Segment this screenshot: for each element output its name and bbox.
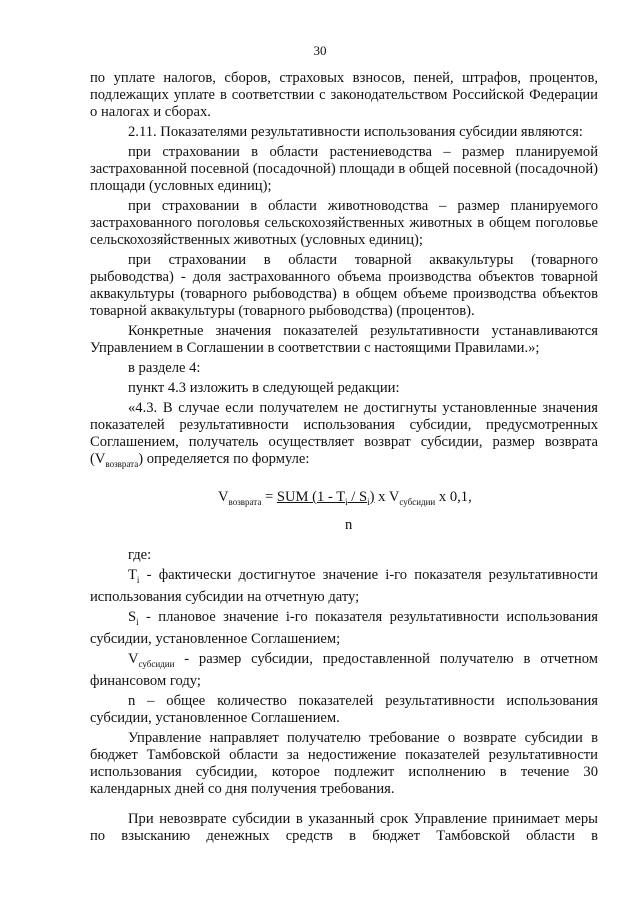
- paragraph-clause-4-3-intro: пункт 4.3 изложить в следующей редакции:: [128, 380, 400, 396]
- paragraph-where: где:: [128, 546, 152, 563]
- paragraph-2-11: 2.11. Показателями результативности использования субсидии являются:: [128, 124, 583, 140]
- paragraph-section-4: в разделе 4:: [128, 360, 201, 376]
- paragraph-taxes: по уплате налогов, сборов, страховых взносов, пеней, штрафов, процентов, подлежащих уплате в соответствии с законодательством Российской Федерации о налогах и сборах.: [90, 70, 598, 120]
- paragraph-clause-4-3: «4.3. В случае если получателем не достигнуты установленные значения показателей результативности использования субсидии, предусмотренных Соглашением, получатель осуществляет возврат субсидии, размер возврата $(V_{возврата})$ определяется по формуле:: [90, 400, 598, 469]
- paragraph-aquaculture-insurance: при страховании в области товарной аквакультуры (товарного рыбоводства) - доля застрахованного объема производства объектов товарной аквакультуры (товарного рыбоводства) в общем объеме производства объектов товарной аквакультуры (товарного рыбоводства) (процентов).: [90, 252, 598, 319]
- paragraph-refund-demand: Управление направляет получателю требование о возврате субсидии в бюджет Тамбовской области за недостижение показателей результативности использования субсидии, которое подлежит исполнению в течение 30 календарных дней со дня получения требования.: [90, 729, 598, 797]
- page-number: 30: [313, 43, 327, 58]
- paragraph-non-return: При невозврате субсидии в указанный срок Управление принимает меры по взысканию денежных средств в бюджет Тамбовской области в: [90, 810, 598, 844]
- definition-t: $T_i$ - фактически достигнутое значение i-го показателя результативности использования субсидии на отчетную дату;: [90, 566, 598, 605]
- paragraph-livestock-insurance: при страховании в области животноводства – размер планируемого застрахованного поголовья сельскохозяйственных животных в общем поголовье сельскохозяйственных животных (условных единиц);: [90, 198, 598, 248]
- formula-numerator-line: $V_{возврата}$ = SUM $(1 - T_i / S_i)$ x $V_{субсидии}$ x 0,1,: [218, 488, 472, 507]
- paragraph-agreement-values: Конкретные значения показателей результативности устанавливаются Управлением в Соглашении в соответствии с настоящими Правилами.»;: [90, 323, 598, 356]
- definition-s: $S_i$ - плановое значение i-го показателя результативности использования субсидии, установленное Соглашением;: [90, 608, 598, 647]
- definition-v: $V_{субсидии}$ - размер субсидии, предоставленной получателю в отчетном финансовом году;: [90, 650, 598, 689]
- refund-formula: [90, 489, 598, 535]
- formula-denominator: n: [345, 516, 353, 533]
- document-body: [90, 70, 598, 848]
- definition-n: n – общее количество показателей результативности использования субсидии, установленное Соглашением.: [90, 692, 598, 726]
- paragraph-crop-insurance: при страховании в области растениеводства – размер планируемой застрахованной посевной (посадочной) площади в общей посевной (посадочной) площади (условных единиц);: [90, 144, 598, 194]
